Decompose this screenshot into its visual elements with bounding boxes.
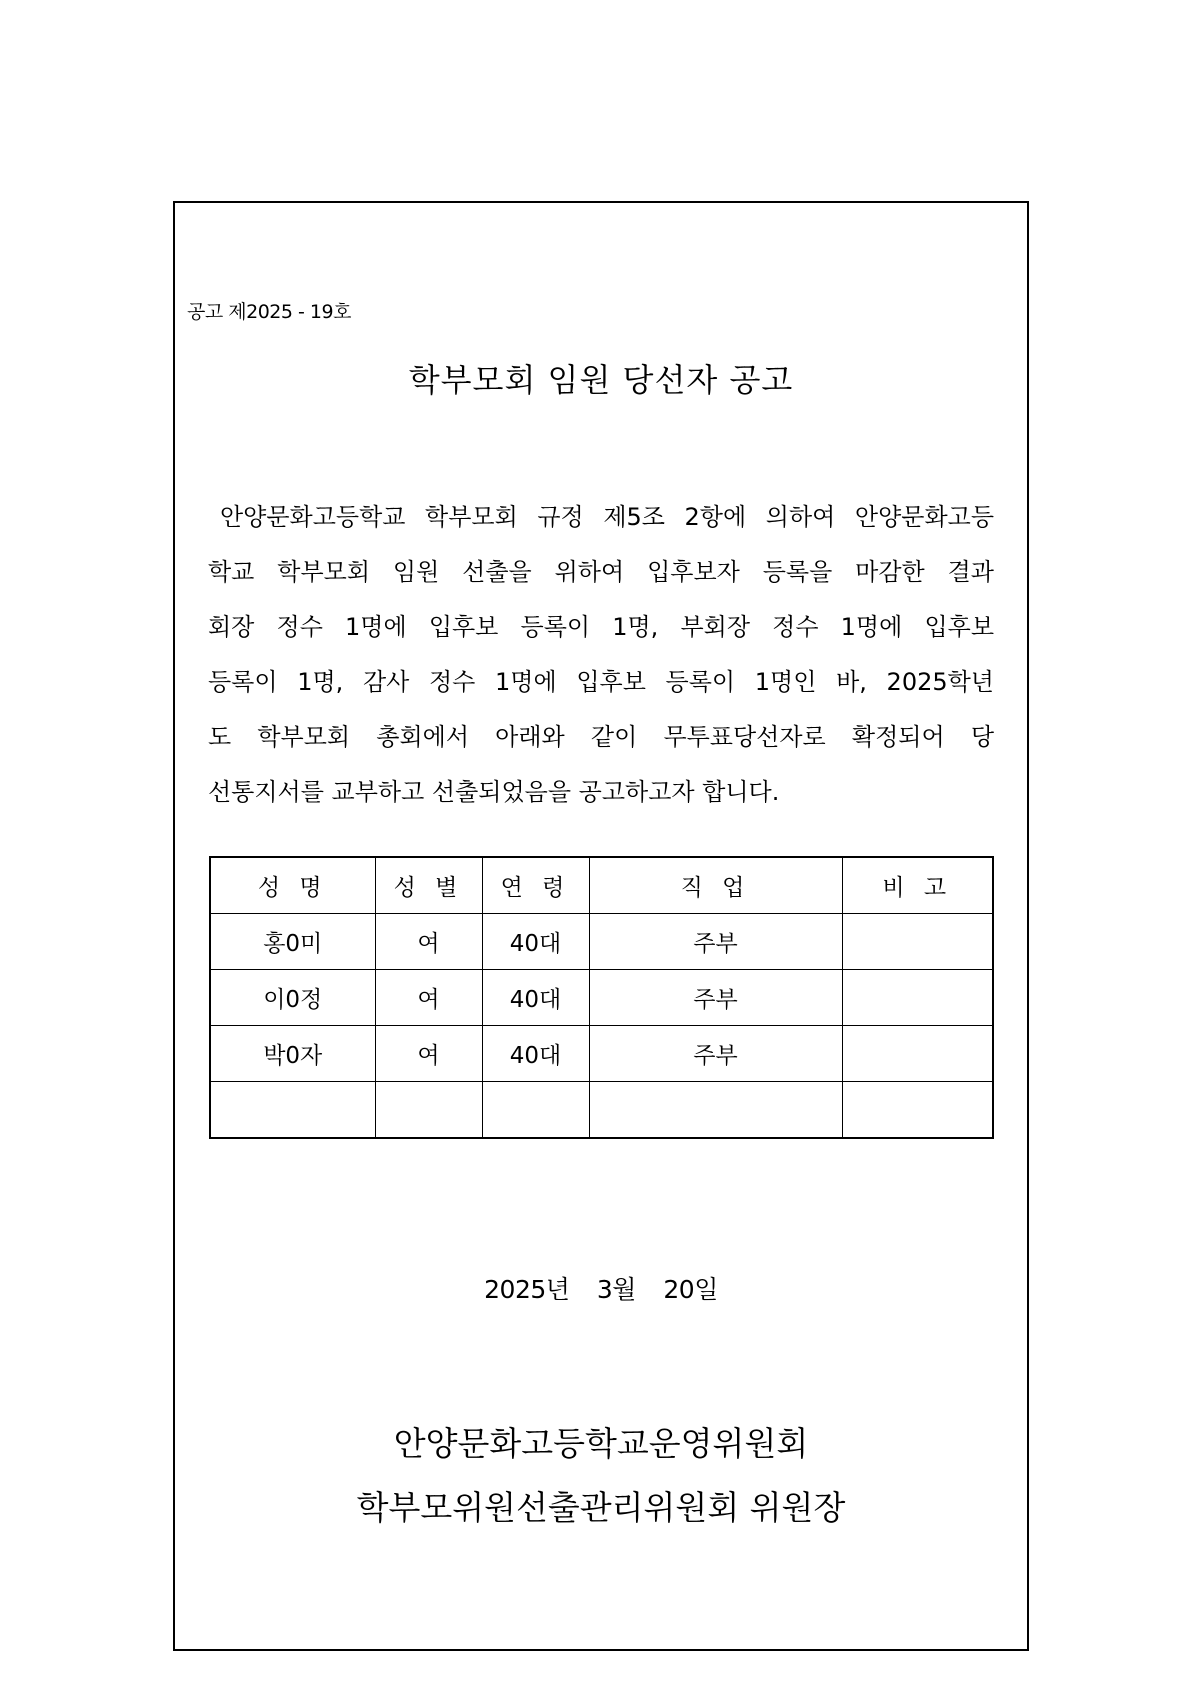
- document-title: 학부모회 임원 당선자 공고: [408, 361, 794, 399]
- notice-number: 공고 제2025 - 19호: [187, 301, 351, 323]
- cell-remarks: [842, 1082, 993, 1139]
- notice-date: 2025년 3월 20일: [484, 1275, 718, 1304]
- cell-gender: 여: [375, 970, 482, 1026]
- header-remarks: 비 고: [842, 857, 993, 914]
- elected-officers-table: [209, 856, 994, 1139]
- cell-name: 박0자: [210, 1026, 375, 1082]
- cell-name: [210, 1082, 375, 1139]
- body-line: 선통지서를 교부하고 선출되었음을 공고하고자 합니다.: [208, 778, 780, 806]
- cell-age: 40대: [482, 914, 589, 970]
- cell-remarks: [842, 914, 993, 970]
- cell-gender: [375, 1082, 482, 1139]
- cell-remarks: [842, 970, 993, 1026]
- cell-name: 이0정: [210, 970, 375, 1026]
- body-line: 학교 학부모회 임원 선출을 위하여 입후보자 등록을 마감한 결과: [208, 558, 994, 586]
- cell-age: 40대: [482, 970, 589, 1026]
- table-row: [210, 970, 993, 1026]
- cell-occupation: 주부: [589, 970, 842, 1026]
- header-name: 성 명: [210, 857, 375, 914]
- header-occupation: 직 업: [589, 857, 842, 914]
- header-age: 연 령: [482, 857, 589, 914]
- issuing-organization: 안양문화고등학교운영위원회: [393, 1424, 809, 1463]
- notice-body: [208, 496, 994, 826]
- table-row-empty: [210, 1082, 993, 1139]
- cell-age: [482, 1082, 589, 1139]
- table-row: [210, 914, 993, 970]
- cell-gender: 여: [375, 1026, 482, 1082]
- body-line: 도 학부모회 총회에서 아래와 같이 무투표당선자로 확정되어 당: [208, 723, 994, 751]
- issuing-official: 학부모위원선출관리위원회 위원장: [356, 1488, 846, 1527]
- table-header-row: [210, 857, 993, 914]
- table-row: [210, 1026, 993, 1082]
- cell-remarks: [842, 1026, 993, 1082]
- cell-occupation: [589, 1082, 842, 1139]
- cell-name: 홍0미: [210, 914, 375, 970]
- cell-gender: 여: [375, 914, 482, 970]
- body-line: 안양문화고등학교 학부모회 규정 제5조 2항에 의하여 안양문화고등: [220, 503, 994, 531]
- header-gender: 성 별: [375, 857, 482, 914]
- cell-age: 40대: [482, 1026, 589, 1082]
- cell-occupation: 주부: [589, 914, 842, 970]
- body-line: 등록이 1명, 감사 정수 1명에 입후보 등록이 1명인 바, 2025학년: [208, 668, 994, 696]
- cell-occupation: 주부: [589, 1026, 842, 1082]
- body-line: 회장 정수 1명에 입후보 등록이 1명, 부회장 정수 1명에 입후보: [208, 613, 994, 641]
